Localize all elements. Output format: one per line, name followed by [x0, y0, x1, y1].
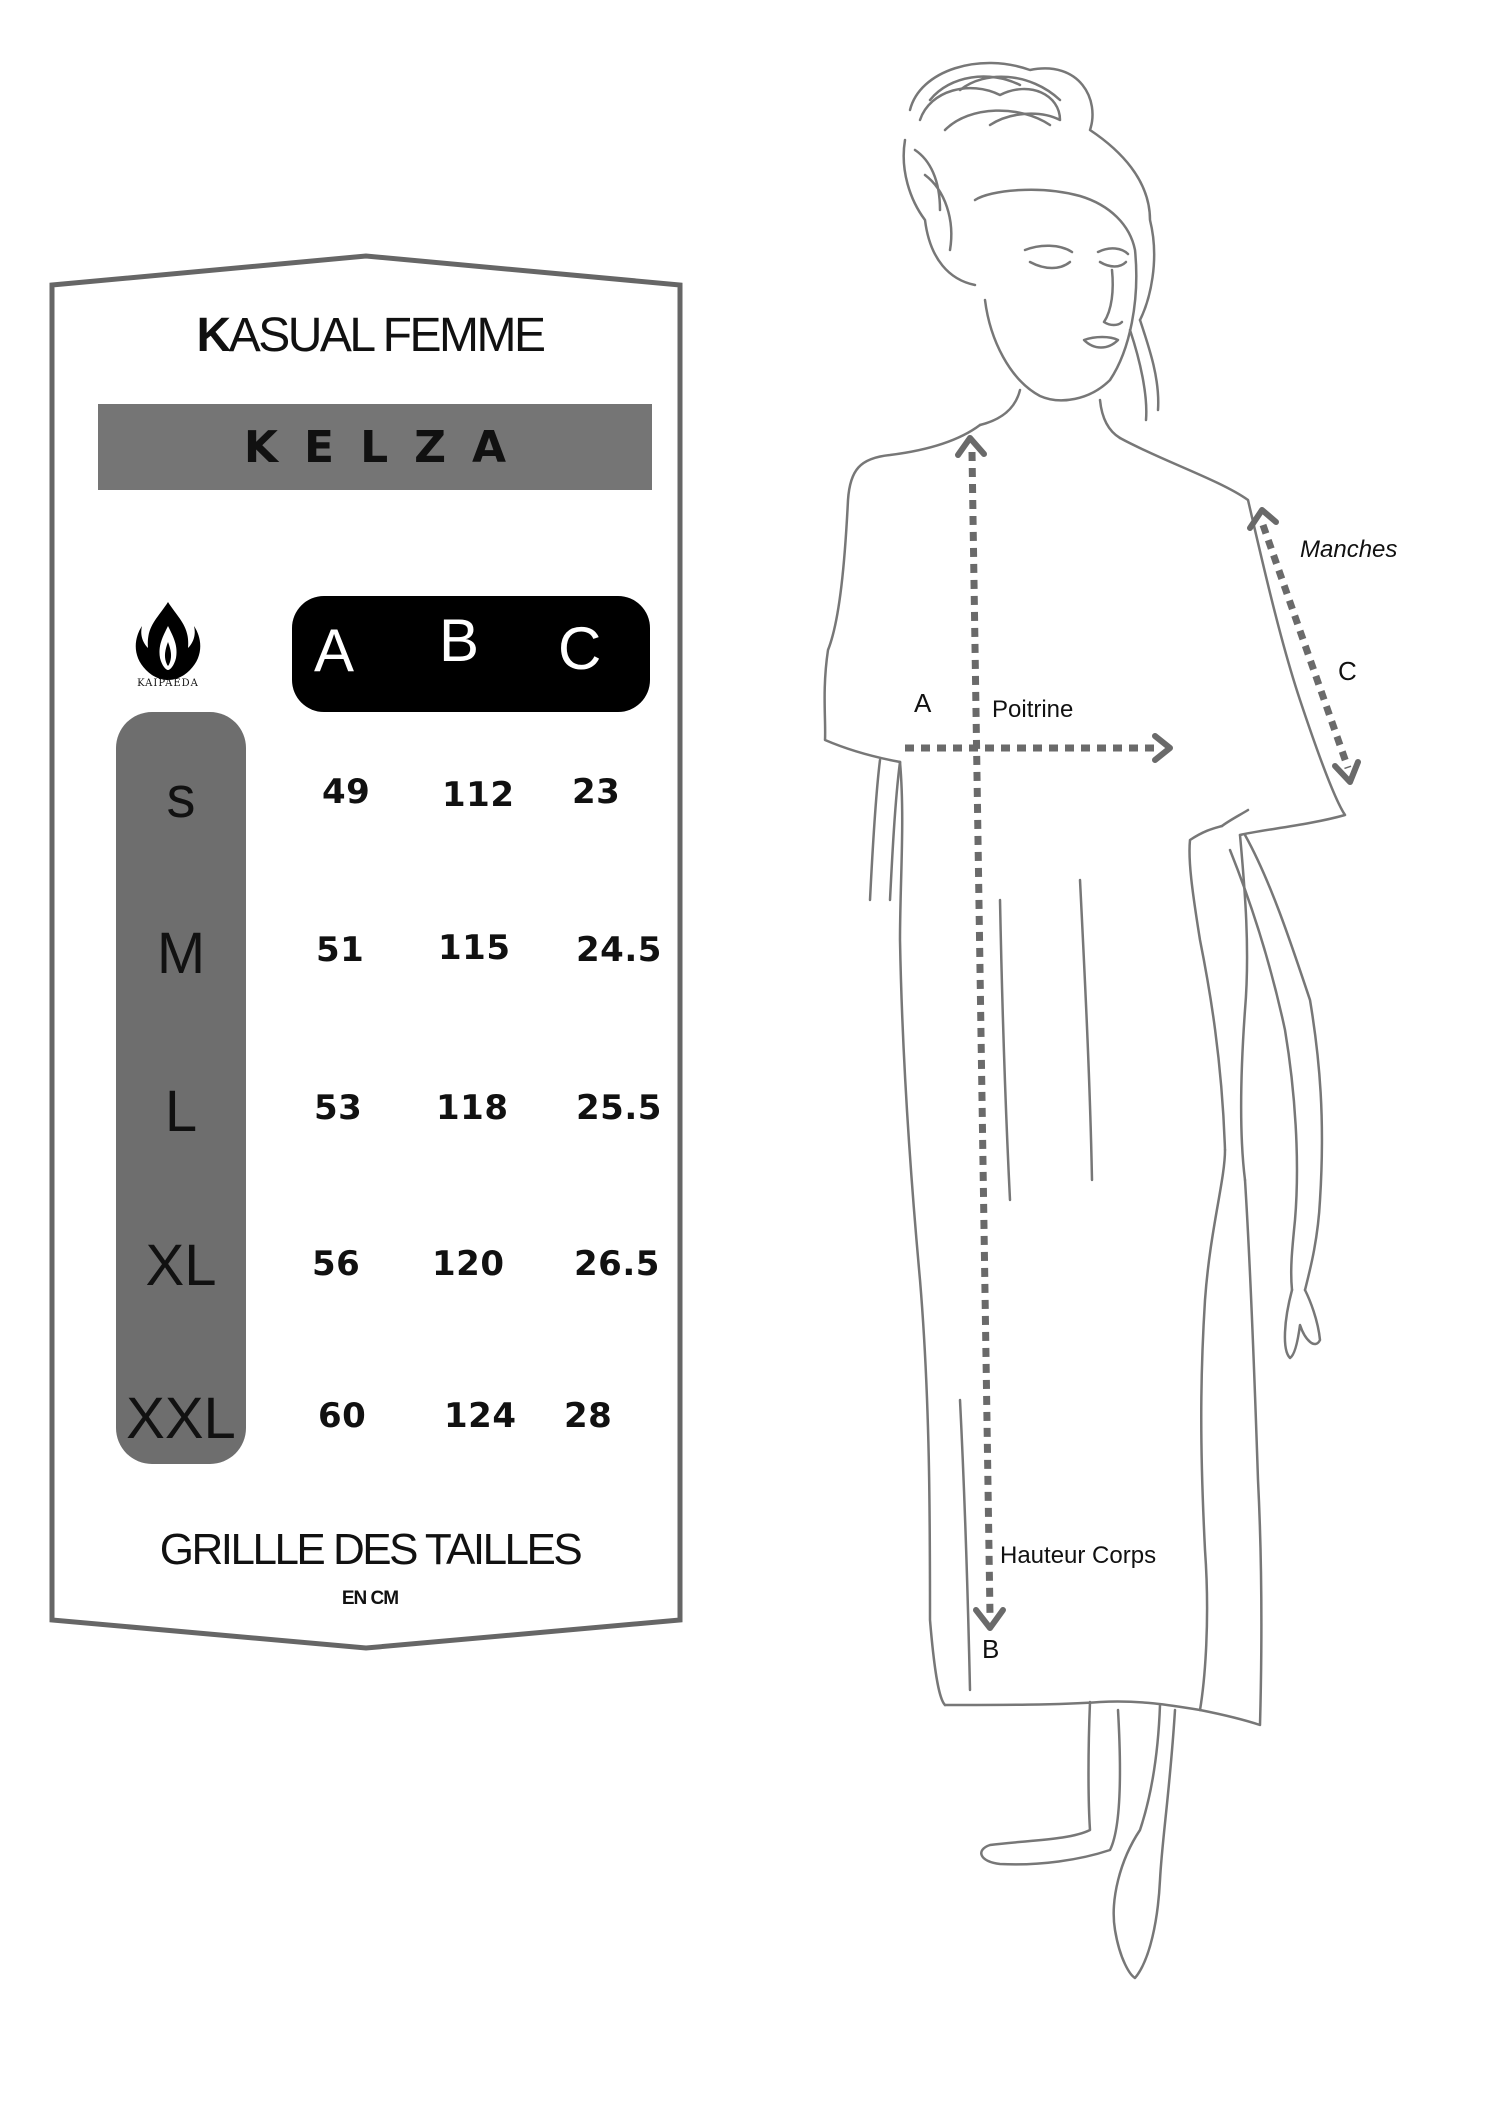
table-cell: 51	[316, 930, 365, 970]
table-cell: 115	[438, 928, 511, 968]
measure-label-poitrine: Poitrine	[992, 696, 1074, 723]
table-cell: 26.5	[574, 1244, 660, 1284]
column-header-b: B	[439, 607, 480, 674]
collection-title: KASUAL FEMME	[196, 309, 544, 362]
size-label: XL	[145, 1233, 217, 1298]
footer-subtitle: EN CM	[341, 1588, 399, 1609]
measure-label-a: A	[914, 688, 932, 718]
size-label: s	[166, 765, 196, 830]
measure-label-hauteur: Hauteur Corps	[1000, 1542, 1157, 1569]
table-cell: 118	[436, 1088, 509, 1128]
table-cell: 112	[442, 775, 515, 815]
table-cell: 124	[444, 1396, 517, 1436]
measure-label-b: B	[982, 1634, 1000, 1664]
size-label: XXL	[126, 1386, 236, 1451]
table-cell: 56	[312, 1244, 361, 1284]
table-cell: 49	[322, 772, 371, 812]
table-cell: 23	[572, 772, 621, 812]
table-cell: 24.5	[576, 930, 662, 970]
measure-label-c: C	[1338, 656, 1357, 686]
table-cell: 28	[564, 1396, 613, 1436]
table-cell: 60	[318, 1396, 367, 1436]
size-label: L	[164, 1079, 198, 1144]
table-cell: 53	[314, 1088, 363, 1128]
footer-title: GRILLLE DES TAILLES	[159, 1525, 581, 1574]
column-header-a: A	[314, 617, 355, 684]
table-cell: 25.5	[576, 1088, 662, 1128]
table-cell: 120	[432, 1244, 505, 1284]
logo-text: KAIPAEDA	[137, 678, 199, 689]
size-label: M	[156, 921, 206, 986]
column-header-c: C	[558, 615, 602, 682]
model-name: KELZA	[243, 421, 533, 473]
measure-label-manches: Manches	[1300, 536, 1398, 563]
